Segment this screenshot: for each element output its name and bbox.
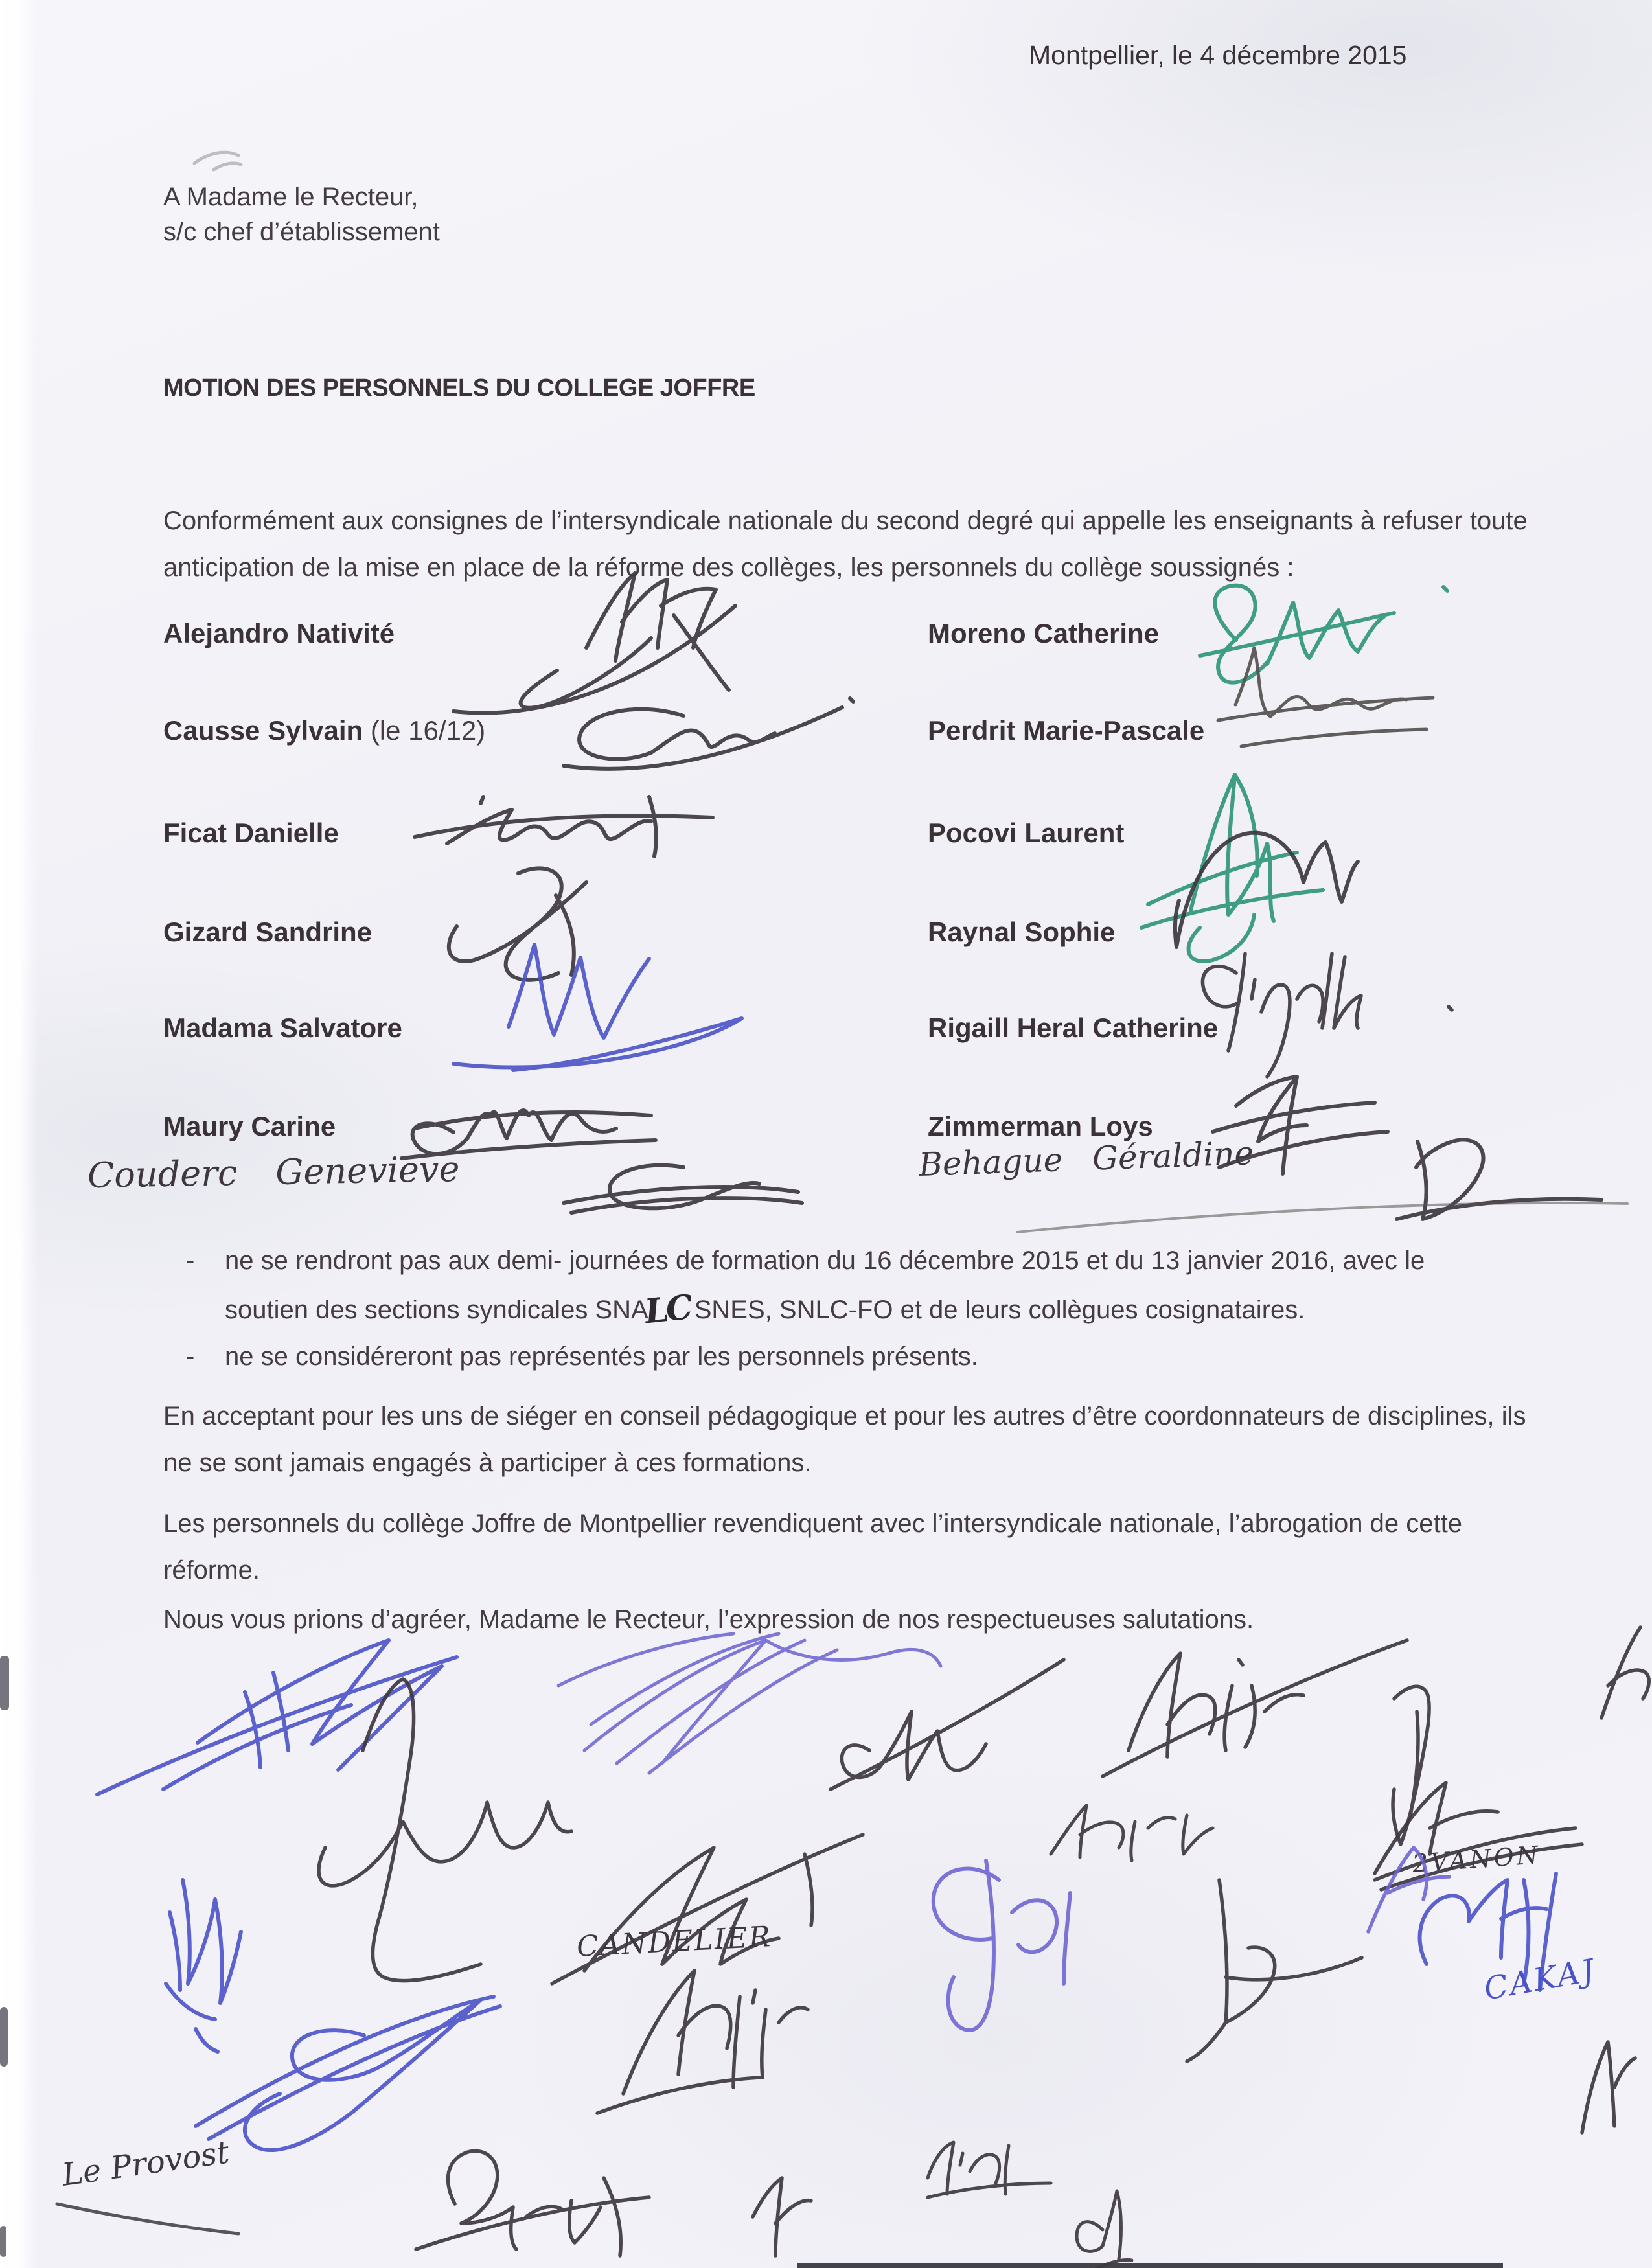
- scan-edge-mark-1: [0, 1656, 9, 1710]
- closing-line: Nous vous prions d’agréer, Madame le Recteur, l’expression de nos respectueuses salutations.: [163, 1605, 1254, 1634]
- handwritten-name-couderc: Couderc Genevieve: [87, 1148, 460, 1197]
- recipient-line-2: s/c chef d’établissement: [163, 218, 440, 246]
- signatory-name: [163, 1103, 336, 1150]
- date-line: Montpellier, le 4 décembre 2015: [1029, 40, 1407, 70]
- signatory-name-text: Ficat Danielle: [163, 818, 339, 848]
- signature-bottom-claude: [831, 1660, 1064, 1789]
- signature-bottom-blue-w: [166, 1880, 241, 2052]
- signatory-name: [928, 909, 1115, 956]
- signature-madama: [453, 945, 742, 1070]
- signature-bottom-purple-striped: [558, 1634, 941, 1773]
- signatory-name: [163, 610, 395, 657]
- signatory-name-text: Moreno Catherine: [928, 618, 1160, 648]
- signature-bottom-right-m: [1582, 2042, 1635, 2133]
- bullet-2-line-1: ne se considéreront pas représentés par les personnels présents.: [225, 1342, 978, 1371]
- signatory-name-text: Perdrit Marie-Pascale: [928, 715, 1205, 746]
- signature-pocovi: [1141, 775, 1323, 961]
- scan-smudge: [194, 152, 241, 170]
- signature-behague-swoosh: [1017, 1203, 1627, 1232]
- signature-bottom-e2: [1077, 2191, 1132, 2268]
- signature-bottom-blue-8: [196, 1997, 500, 2150]
- handwritten-name-le-provost: Le Provost: [60, 2134, 232, 2194]
- bullet-1-line-1: ne se rendront pas aux demi- journées de formation du 16 décembre 2015 et du 13 janvier 2016, avec le: [225, 1246, 1425, 1275]
- bullet-dash-2: -: [186, 1342, 195, 1371]
- scan-edge-mark-3: [0, 2226, 6, 2257]
- signature-bottom-bougard: [416, 2151, 649, 2256]
- paragraph-1-line-1: En acceptant pour les uns de siéger en conseil pédagogique et pour les autres d’être coordonnateurs de disciplines, ils: [163, 1402, 1526, 1430]
- signatory-name-text: Causse Sylvain: [163, 715, 363, 746]
- signature-bottom-j: [1393, 1686, 1429, 1844]
- signature-perdrit: [1218, 648, 1433, 746]
- handwritten-name-cakaj: CAKAJ: [1481, 1952, 1599, 2008]
- signature-behague-d: [1397, 1140, 1601, 1219]
- handwritten-name-zvanon: 2VANON: [1411, 1840, 1542, 1878]
- signature-alejandro: [453, 573, 735, 713]
- signature-bottom-rounel: [319, 1679, 571, 1981]
- signatory-name: [928, 1005, 1218, 1051]
- signatory-name-text: Alejandro Nativité: [163, 618, 395, 648]
- bullet-1-line-2: [225, 1284, 1305, 1333]
- signature-bottom-blue-1: [97, 1640, 457, 1794]
- scan-edge-left: [0, 0, 38, 2268]
- signatory-name: [928, 707, 1204, 754]
- bullet-dash-1: -: [186, 1246, 195, 1275]
- intro-line-2: anticipation de la mise en place de la réforme des collèges, les personnels du collège soussignés :: [163, 553, 1294, 582]
- signature-bottom-zvanon: [1375, 1783, 1582, 1890]
- signatory-name-text: Zimmerman Loys: [928, 1111, 1153, 1141]
- signature-bottom-piocl: [928, 2142, 1051, 2197]
- signatory-name-text: Madama Salvatore: [163, 1013, 402, 1043]
- signature-raynal: [1175, 833, 1358, 947]
- scan-edge-bottom: [797, 2263, 1503, 2268]
- signatory-name: [928, 810, 1124, 856]
- handwritten-name-behague: Behague Géraldine: [918, 1134, 1254, 1184]
- signature-gizard: [449, 868, 586, 979]
- signature-bottom-meulle: [597, 1971, 808, 2113]
- motion-title: MOTION DES PERSONNELS DU COLLEGE JOFFRE: [163, 374, 755, 402]
- intro-line-1: Conformément aux consignes de l’intersyndicale nationale du second degré qui appelle les enseignants à refuser toute: [163, 507, 1528, 535]
- paragraph-2-line-1: Les personnels du collège Joffre de Montpellier revendiquent avec l’intersyndicale nationale, l’abrogation de cette: [163, 1509, 1462, 1538]
- signatory-name-text: Raynal Sophie: [928, 917, 1116, 947]
- signatory-name: [928, 610, 1159, 657]
- signatory-name: [163, 909, 372, 956]
- paragraph-1-line-2: ne se sont jamais engagés à participer à ces formations.: [163, 1449, 812, 1477]
- recipient-line-1: A Madame le Recteur,: [163, 183, 419, 211]
- signature-bottom-right-ib: [1601, 1627, 1649, 1718]
- pen-correction-overlay: LC: [643, 1287, 692, 1332]
- bullet-1-line-2-pre: soutien des sections syndicales SNA: [225, 1296, 648, 1324]
- paragraph-2-line-2: réforme.: [163, 1556, 260, 1585]
- signatory-name-text: Maury Carine: [163, 1111, 336, 1141]
- signatory-name-text: Rigaill Heral Catherine: [928, 1013, 1219, 1043]
- signature-couderc-flourish: [564, 1165, 802, 1213]
- signature-bottom-b: [1187, 1880, 1362, 2061]
- signatory-name: [163, 707, 485, 754]
- signature-le-provost-underline: [57, 2204, 238, 2234]
- signatory-name-text: Pocovi Laurent: [928, 818, 1125, 848]
- signatory-name: [163, 1005, 402, 1051]
- signature-rigaill: [1202, 954, 1452, 1077]
- signatory-name: [163, 810, 339, 856]
- signature-moreno: [1200, 586, 1447, 683]
- signature-bottom-cistel: [934, 1861, 1070, 2030]
- handwritten-name-candelier: CANDELIER: [575, 1920, 773, 1964]
- signature-bottom-in: [753, 2178, 811, 2256]
- signature-bottom-helter: [1103, 1640, 1407, 1776]
- signatory-name-suffix: (le 16/12): [363, 715, 486, 746]
- signature-bottom-priompe: [1051, 1805, 1213, 1861]
- signatory-name-text: Gizard Sandrine: [163, 917, 373, 947]
- bullet-1-line-2-post: SNES, SNLC-FO et de leurs collègues cosignataires.: [687, 1296, 1305, 1324]
- scan-edge-mark-2: [0, 2007, 8, 2067]
- signature-causse: [564, 698, 853, 769]
- signature-ficat: [415, 797, 713, 856]
